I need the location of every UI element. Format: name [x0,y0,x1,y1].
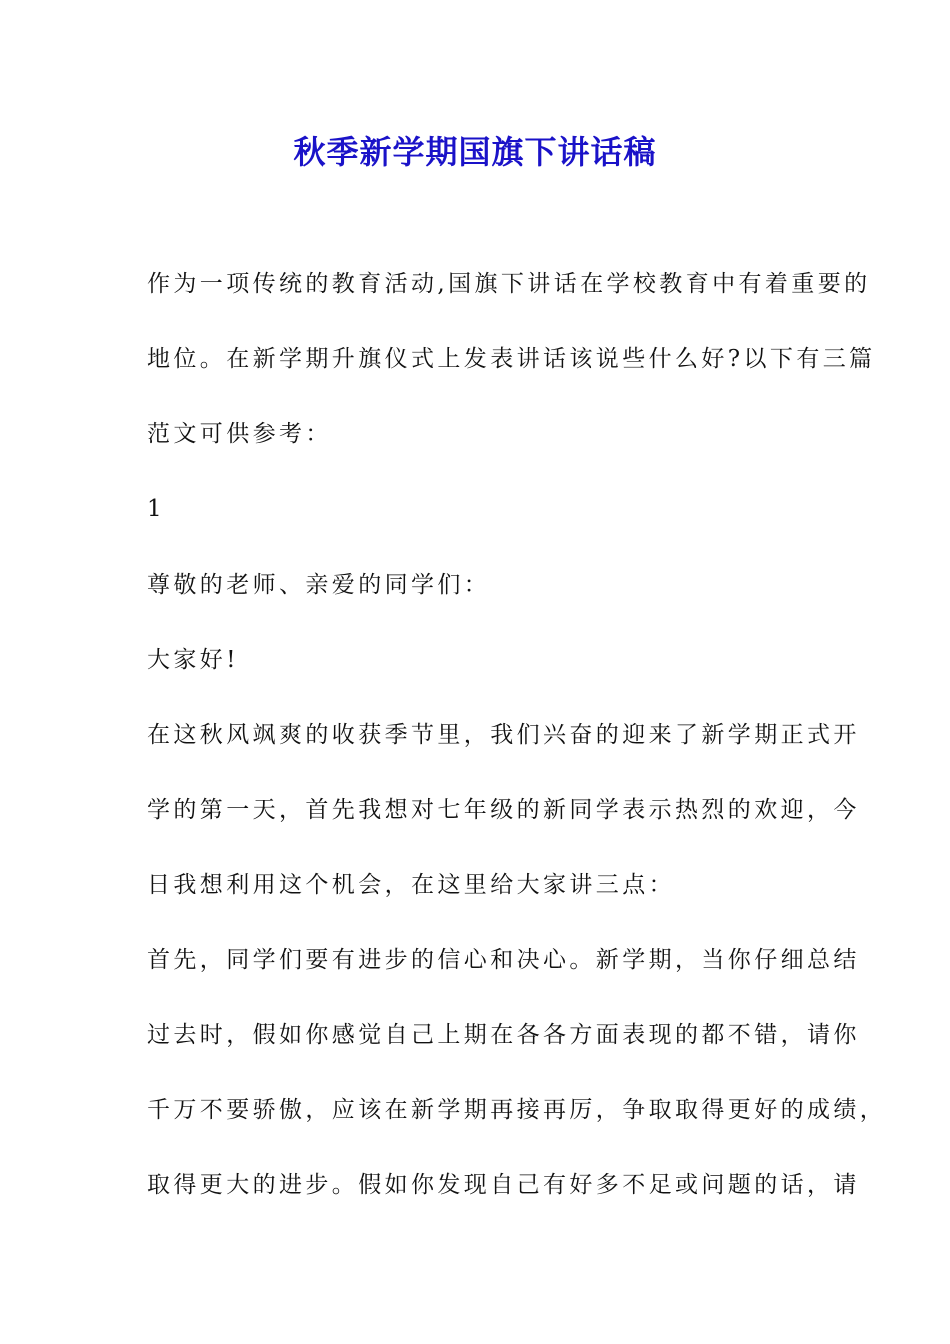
paragraph-line: 地位。在新学期升旗仪式上发表讲话该说些什么好?以下有三篇 [147,346,876,372]
greeting: 大家好! [147,647,239,673]
paragraph-line: 首先，同学们要有进步的信心和决心。新学期，当你仔细总结 [147,947,860,973]
paragraph-line: 在这秋风飒爽的收获季节里，我们兴奋的迎来了新学期正式开 [147,722,860,748]
salutation: 尊敬的老师、亲爱的同学们： [147,572,491,598]
paragraph-line: 范文可供参考： [147,421,332,447]
paragraph-line: 日我想利用这个机会，在这里给大家讲三点： [147,872,675,898]
paragraph-line: 千万不要骄傲，应该在新学期再接再厉，争取取得更好的成绩， [147,1097,887,1123]
document-title: 秋季新学期国旗下讲话稿 [293,133,657,171]
section-number: 1 [147,496,166,522]
paragraph-line: 作为一项传统的教育活动,国旗下讲话在学校教育中有着重要的 [147,271,871,297]
paragraph-line: 学的第一天，首先我想对七年级的新同学表示热烈的欢迎，今 [147,797,860,823]
paragraph-line: 过去时，假如你感觉自己上期在各各方面表现的都不错，请你 [147,1022,860,1048]
paragraph-line: 取得更大的进步。假如你发现自己有好多不足或问题的话，请 [147,1172,860,1198]
